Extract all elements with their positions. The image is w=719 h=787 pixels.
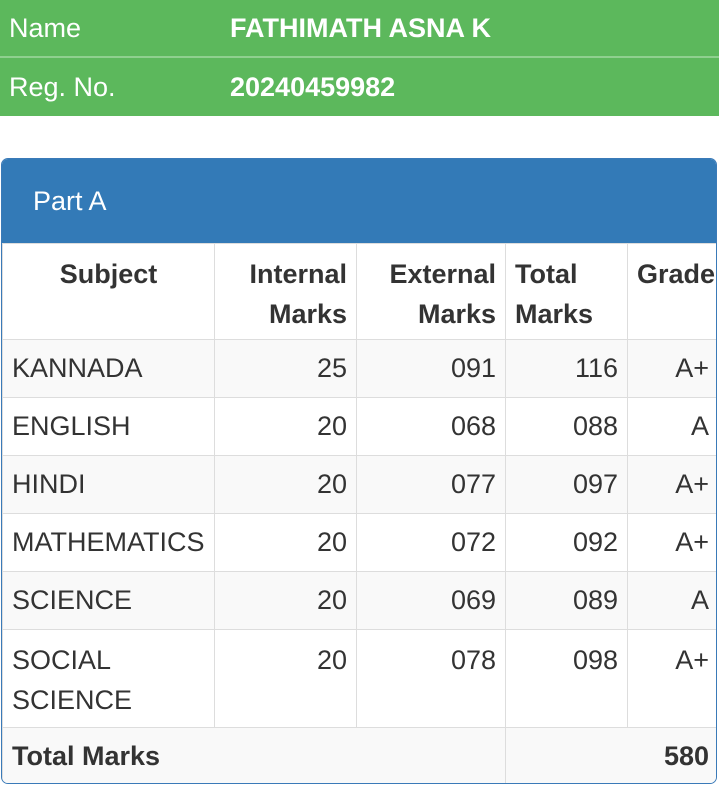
header-external-marks <box>357 244 506 340</box>
marks-table <box>2 243 717 784</box>
table-header-row <box>3 244 718 340</box>
cell-subject: SCIENCE <box>3 572 215 630</box>
cell-total: 116 <box>506 340 628 398</box>
panel-title: Part A <box>33 185 107 216</box>
table-row <box>3 398 718 456</box>
cell-grade: A+ <box>628 340 718 398</box>
cell-external: 069 <box>357 572 506 630</box>
table-row <box>3 456 718 514</box>
cell-internal: 20 <box>215 456 357 514</box>
cell-total: 088 <box>506 398 628 456</box>
total-marks-value: 580 <box>506 728 718 785</box>
cell-subject: MATHEMATICS <box>3 514 215 572</box>
header-total-line2: Marks <box>515 299 594 329</box>
cell-grade: A <box>628 572 718 630</box>
reg-no-row <box>0 58 719 116</box>
header-subject-label: Subject <box>59 259 158 289</box>
cell-total: 089 <box>506 572 628 630</box>
cell-subject-line2: SCIENCE <box>12 685 133 715</box>
cell-subject: HINDI <box>3 456 215 514</box>
cell-internal: 25 <box>215 340 357 398</box>
table-row <box>3 572 718 630</box>
name-label: Name <box>9 12 82 43</box>
header-grade <box>628 244 718 340</box>
cell-external: 077 <box>357 456 506 514</box>
cell-total: 097 <box>506 456 628 514</box>
student-info <box>0 0 719 116</box>
part-a-panel <box>1 158 717 784</box>
cell-internal: 20 <box>215 514 357 572</box>
cell-external: 068 <box>357 398 506 456</box>
cell-external: 072 <box>357 514 506 572</box>
header-internal-line1: Internal <box>249 259 347 289</box>
cell-internal: 20 <box>215 572 357 630</box>
cell-internal: 20 <box>215 630 357 728</box>
total-marks-label: Total Marks <box>3 728 506 785</box>
header-internal-line2: Marks <box>268 299 347 329</box>
cell-external: 078 <box>357 630 506 728</box>
cell-subject <box>3 630 215 728</box>
table-row <box>3 514 718 572</box>
total-marks-row <box>3 728 718 785</box>
header-external-line2: Marks <box>417 299 496 329</box>
cell-subject-line1: SOCIAL <box>12 645 112 675</box>
cell-total: 098 <box>506 630 628 728</box>
header-subject <box>3 244 215 340</box>
table-row <box>3 340 718 398</box>
cell-grade: A+ <box>628 630 718 728</box>
cell-grade: A <box>628 398 718 456</box>
cell-internal: 20 <box>215 398 357 456</box>
header-external-line1: External <box>389 259 496 289</box>
panel-heading <box>2 159 716 243</box>
header-total-marks <box>506 244 628 340</box>
header-total-line1: Total <box>515 259 578 289</box>
name-value: FATHIMATH ASNA K <box>230 12 491 43</box>
cell-grade: A+ <box>628 514 718 572</box>
cell-total: 092 <box>506 514 628 572</box>
header-internal-marks <box>215 244 357 340</box>
cell-subject: ENGLISH <box>3 398 215 456</box>
cell-subject: KANNADA <box>3 340 215 398</box>
table-row <box>3 630 718 728</box>
cell-external: 091 <box>357 340 506 398</box>
reg-no-value: 20240459982 <box>230 71 396 102</box>
name-row <box>0 0 719 58</box>
reg-no-label: Reg. No. <box>9 71 116 102</box>
cell-grade: A+ <box>628 456 718 514</box>
header-grade-label: Grade <box>637 259 716 289</box>
